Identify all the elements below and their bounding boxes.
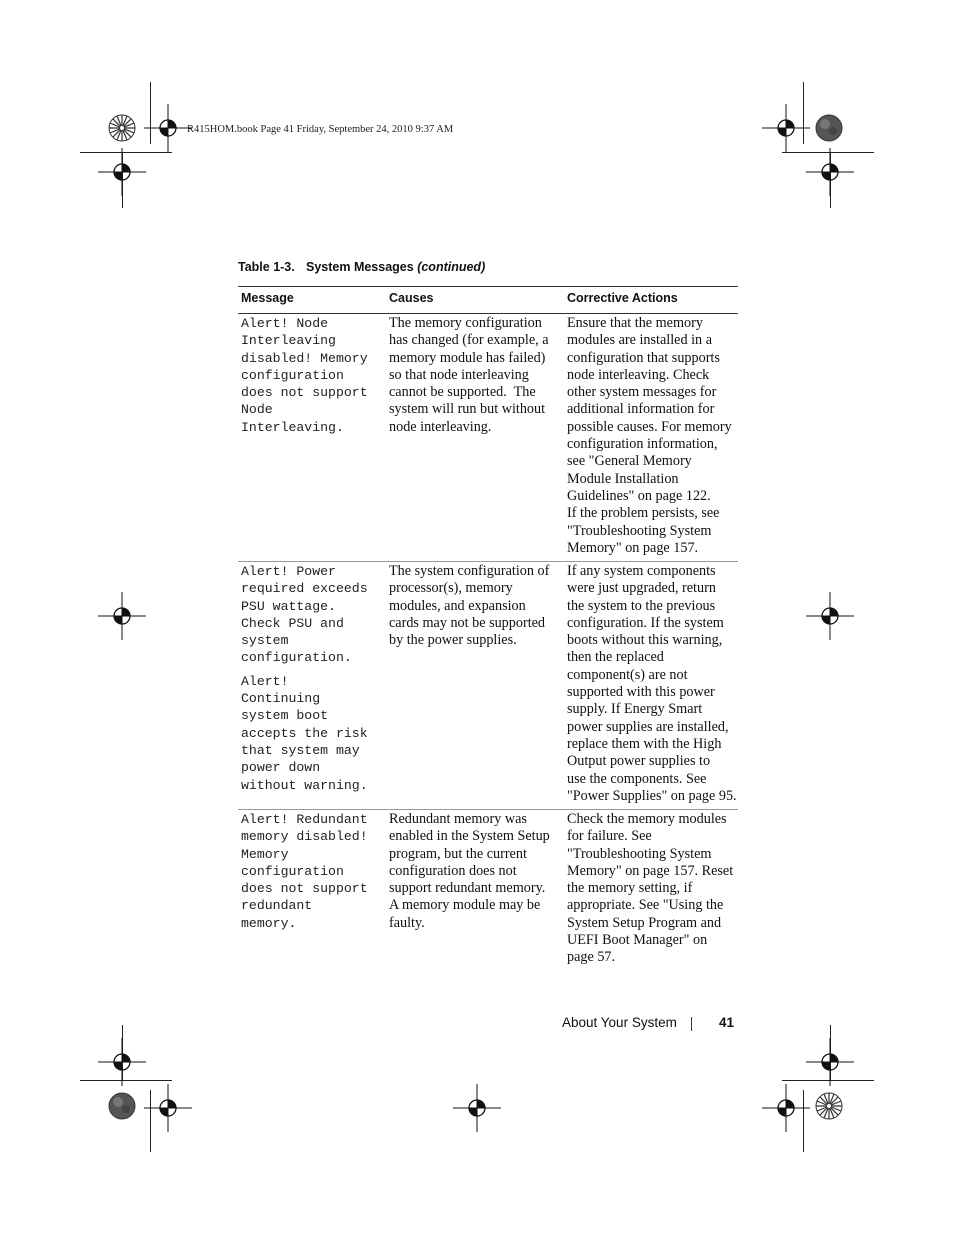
actions-cell: Ensure that the memory modules are installed in a configuration that supports node interleaving. Check other system messages for additional information for possible causes. For memory configuration information, see "General Memory Module Installation Guidelines" on page 122. If the problem persists, see "Troubleshooting System Memory" on page 157. (567, 315, 732, 556)
system-messages-table (238, 286, 738, 975)
message-cell: Alert! Node Interleaving disabled! Memory configuration does not support Node Interleaving. (241, 316, 368, 435)
color-target-icon (815, 114, 843, 142)
header-message: Message (241, 291, 294, 305)
registration-mark-icon (98, 592, 146, 640)
print-header: R415HOM.book Page 41 Friday, September 24, 2010 9:37 AM (187, 124, 454, 135)
message-cell: Alert! Power required exceeds PSU wattage. Check PSU and system configuration. (241, 564, 368, 666)
registration-mark-icon (762, 104, 810, 152)
registration-mark-icon (144, 104, 192, 152)
registration-mark-icon (98, 1038, 146, 1086)
registration-mark-icon (98, 148, 146, 196)
table-caption-suffix: (continued) (417, 260, 486, 274)
actions-cell: If any system components were just upgraded, return the system to the previous configuration. If the system boots without this warning, then the replaced component(s) are not supported with this power supply. If Energy Smart power supplies are installed, replace them with the High Output power supplies to use the components. See "Power Supplies" on page 95. (567, 563, 737, 804)
registration-mark-icon (144, 1084, 192, 1132)
header-corrective-actions: Corrective Actions (567, 291, 678, 305)
message-cell-continued: Alert! Continuing system boot accepts the risk that system may power down without warning. (241, 673, 368, 793)
message-cell: Alert! Redundant memory disabled! Memory configuration does not support redundant memory. (241, 812, 368, 931)
causes-cell: The system configuration of processor(s), memory modules, and expansion cards may not be supported by the power supplies. (389, 563, 550, 649)
registration-mark-icon (762, 1084, 810, 1132)
table-row (238, 810, 738, 975)
footer-divider (691, 1017, 692, 1031)
registration-mark-icon (806, 592, 854, 640)
actions-cell: Check the memory modules for failure. See "Troubleshooting System Memory" on page 157. Reset the memory setting, if appropriate. See "Using the System Setup Program and UEFI Boot Manager" on page 57. (567, 811, 734, 966)
causes-cell: Redundant memory was enabled in the System Setup program, but the current configuration does not support redundant memory. A memory module may be faulty. (389, 811, 550, 931)
color-target-icon (108, 114, 136, 142)
registration-mark-icon (806, 148, 854, 196)
page-number: 41 (719, 1015, 735, 1030)
table-caption-title: System Messages (306, 260, 418, 274)
table-caption-number: Table 1-3. (238, 260, 295, 274)
causes-cell: The memory configuration has changed (for example, a memory module has failed) so that node interleaving cannot be supported. The system will run but without node interleaving. (389, 315, 549, 435)
table-caption (238, 260, 485, 274)
registration-mark-icon (806, 1038, 854, 1086)
header-causes: Causes (389, 291, 434, 305)
registration-mark-icon (453, 1084, 501, 1132)
table-header-row (238, 286, 738, 314)
color-target-icon (108, 1092, 136, 1120)
color-target-icon (815, 1092, 843, 1120)
table-row (238, 314, 738, 562)
table-row (238, 562, 738, 810)
footer-section-title: About Your System (562, 1015, 677, 1030)
